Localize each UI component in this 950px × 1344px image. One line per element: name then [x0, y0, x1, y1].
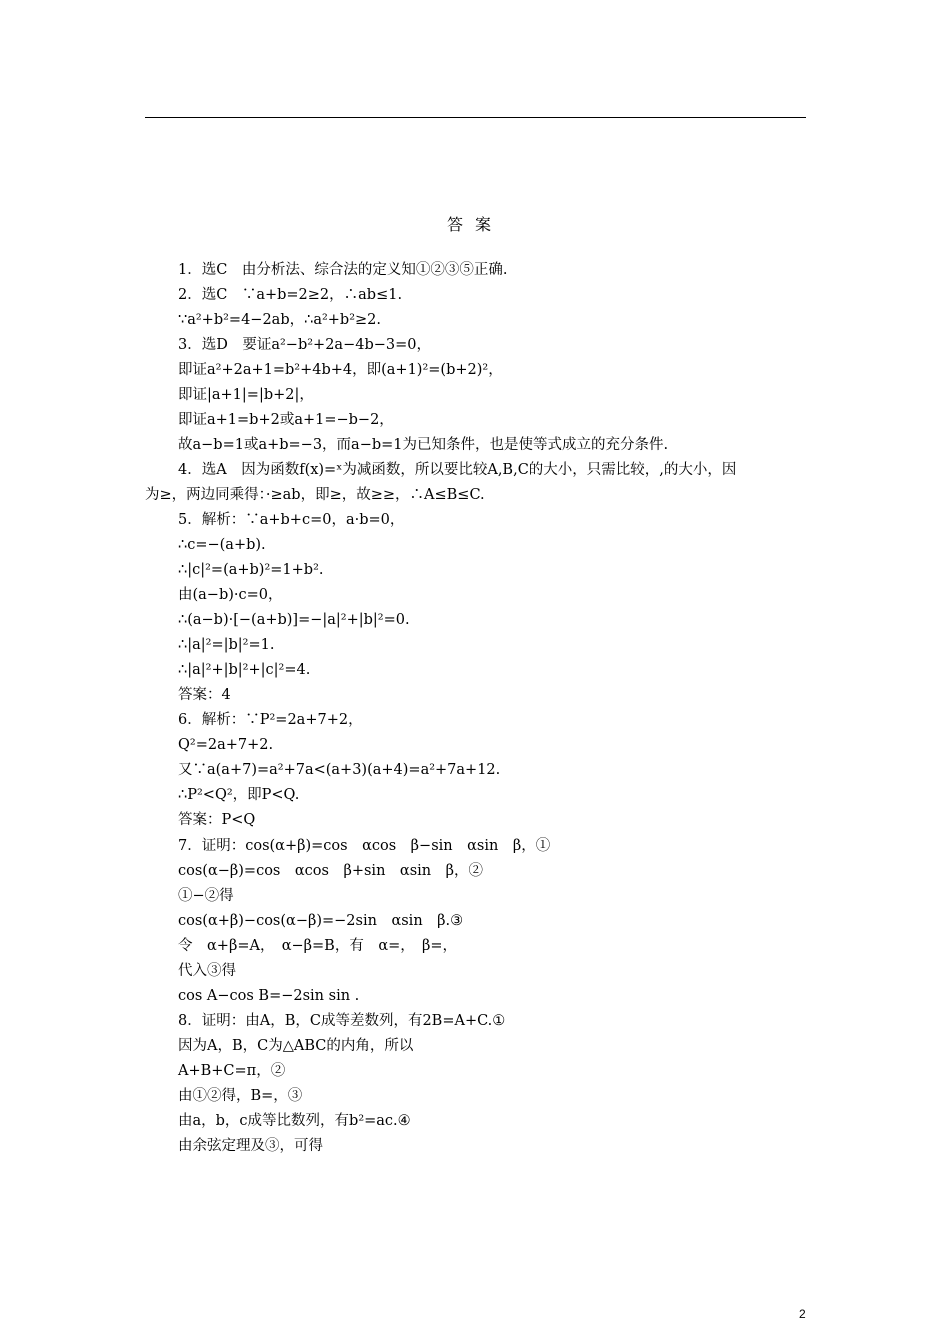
- text-line: 8．证明：由A，B，C成等差数列，有2B=A+C.①: [178, 1013, 506, 1029]
- text-line: cos(α+β)−cos(α−β)=−2sin αsin β.③: [178, 913, 464, 929]
- text-line: ∵a²+b²=4−2ab，∴a²+b²≥2.: [178, 312, 382, 328]
- text-line: ∴c=−(a+b).: [178, 537, 266, 553]
- text-line: 7．证明：cos(α+β)=cos αcos β−sin αsin β，①: [178, 838, 551, 854]
- text-line: 故a−b=1或a+b=−3，而a−b=1为已知条件，也是使等式成立的充分条件.: [178, 437, 669, 453]
- text-line: 1．选C 由分析法、综合法的定义知①②③⑤正确.: [178, 262, 508, 278]
- text-line: 答案：P<Q: [178, 812, 256, 828]
- text-line: ∴|a|²+|b|²+|c|²=4.: [178, 662, 311, 678]
- text-line: 代入③得: [178, 963, 236, 979]
- text-line: 由余弦定理及③，可得: [178, 1138, 323, 1154]
- text-line: 由a，b，c成等比数列，有b²=ac.④: [178, 1113, 411, 1129]
- header-rule: [145, 117, 806, 118]
- text-line: A+B+C=π，②: [178, 1063, 286, 1079]
- text-line: ∴|a|²=|b|²=1.: [178, 637, 275, 653]
- text-line: 令 α+β=A， α−β=B，有 α=， β=，: [178, 938, 458, 954]
- text-line: ∴(a−b)·[−(a+b)]=−|a|²+|b|²=0.: [178, 612, 410, 628]
- text-line: 即证|a+1|=|b+2|，: [178, 387, 314, 403]
- text-line: 由①②得，B=，③: [178, 1088, 303, 1104]
- text-line: 即证a²+2a+1=b²+4b+4，即(a+1)²=(b+2)²，: [178, 362, 503, 378]
- text-line: cos A−cos B=−2sin sin .: [178, 988, 360, 1004]
- text-line: 5．解析：∵a+b+c=0，a·b=0，: [178, 512, 405, 528]
- text-line: cos(α−β)=cos αcos β+sin αsin β，②: [178, 863, 483, 879]
- text-line: ①−②得: [178, 888, 234, 904]
- page-number: 2: [799, 1307, 806, 1321]
- text-line: Q²=2a+7+2.: [178, 737, 274, 753]
- text-line: 又∵a(a+7)=a²+7a<(a+3)(a+4)=a²+7a+12.: [178, 762, 501, 778]
- text-line: ∴P²<Q²，即P<Q.: [178, 787, 300, 803]
- text-line: 3．选D 要证a²−b²+2a−4b−3=0，: [178, 337, 431, 353]
- text-line: ∴|c|²=(a+b)²=1+b².: [178, 562, 324, 578]
- text-line: 4．选A 因为函数f(x)=ˣ为减函数，所以要比较A,B,C的大小，只需比较，,的大小，因: [178, 462, 737, 478]
- text-line: 2．选C ∵a+b=2≥2，∴ab≤1.: [178, 287, 403, 303]
- text-line: 答案：4: [178, 687, 231, 703]
- text-line: 为≥，两边同乘得：·≥ab，即≥，故≥≥，∴A≤B≤C.: [145, 487, 485, 503]
- text-line: 由(a−b)·c=0，: [178, 587, 283, 603]
- page-title: 答案: [446, 215, 503, 234]
- text-line: 因为A，B，C为△ABC的内角，所以: [178, 1038, 414, 1054]
- text-line: 即证a+1=b+2或a+1=−b−2，: [178, 412, 394, 428]
- text-line: 6．解析：∵P²=2a+7+2，: [178, 712, 363, 728]
